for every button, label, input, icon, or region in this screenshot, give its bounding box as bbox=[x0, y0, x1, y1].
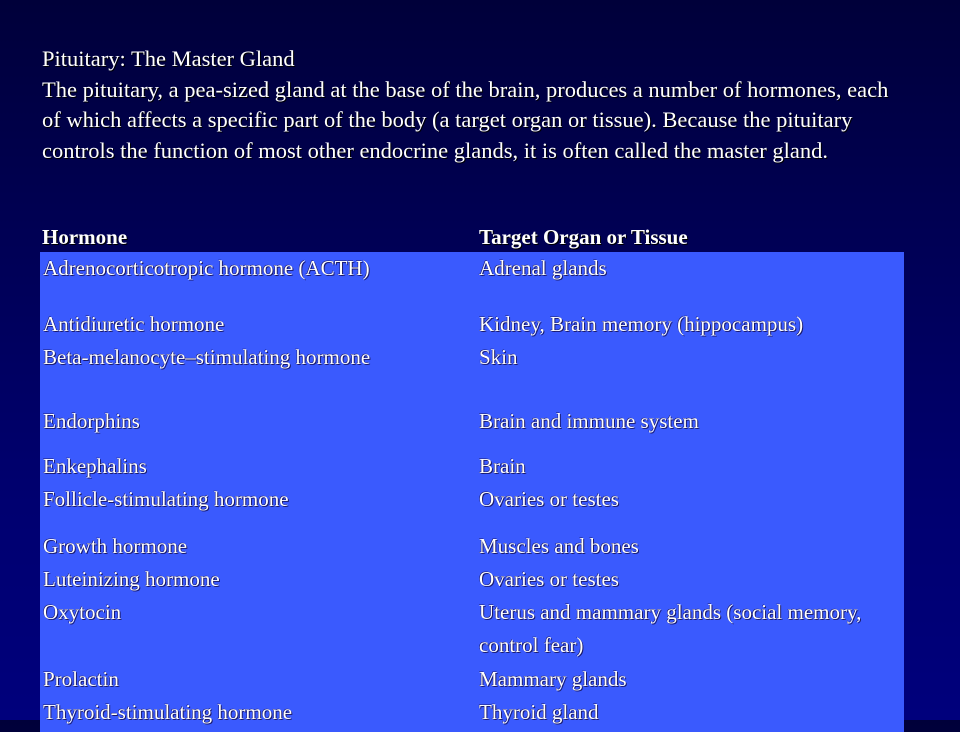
intro-text-block bbox=[42, 44, 902, 166]
intro-paragraph: The pituitary, a pea-sized gland at the base of the brain, produces a number of hormones, each of which affects a specific part of the body (a target organ or tissue). Because the pituitary controls the function of most other endocrine glands, it is often called the master gland. bbox=[42, 76, 889, 163]
header-hormone: Hormone bbox=[42, 225, 128, 249]
target-cell: Muscles and bones bbox=[479, 534, 639, 558]
hormone-cell: Endorphins bbox=[43, 409, 140, 433]
hormone-table bbox=[40, 252, 904, 732]
target-cell: Brain bbox=[479, 454, 526, 478]
hormone-cell: Beta-melanocyte–stimulating hormone bbox=[43, 345, 371, 369]
hormone-cell: Growth hormone bbox=[43, 534, 188, 558]
hormone-cell: Oxytocin bbox=[43, 600, 122, 624]
target-cell: Adrenal glands bbox=[479, 256, 607, 280]
target-cell: Thyroid gland bbox=[479, 700, 599, 724]
hormone-cell: Prolactin bbox=[43, 667, 119, 691]
target-cell: Ovaries or testes bbox=[479, 487, 619, 511]
hormone-cell: Antidiuretic hormone bbox=[43, 312, 225, 336]
hormone-cell: Thyroid-stimulating hormone bbox=[43, 700, 293, 724]
target-cell: Brain and immune system bbox=[479, 409, 699, 433]
hormone-cell: Adrenocorticotropic hormone (ACTH) bbox=[43, 256, 370, 280]
target-cell: Uterus and mammary glands (social memory, control fear) bbox=[479, 600, 862, 657]
target-cell: Ovaries or testes bbox=[479, 567, 619, 591]
hormone-cell: Follicle-stimulating hormone bbox=[43, 487, 289, 511]
hormone-cell: Enkephalins bbox=[43, 454, 147, 478]
target-cell: Mammary glands bbox=[479, 667, 627, 691]
slide-title: Pituitary: The Master Gland bbox=[42, 46, 295, 71]
target-cell: Kidney, Brain memory (hippocampus) bbox=[479, 312, 804, 336]
table-header-row bbox=[42, 222, 902, 252]
target-cell: Skin bbox=[479, 345, 518, 369]
header-target-organ: Target Organ or Tissue bbox=[479, 225, 688, 249]
hormone-cell: Luteinizing hormone bbox=[43, 567, 220, 591]
